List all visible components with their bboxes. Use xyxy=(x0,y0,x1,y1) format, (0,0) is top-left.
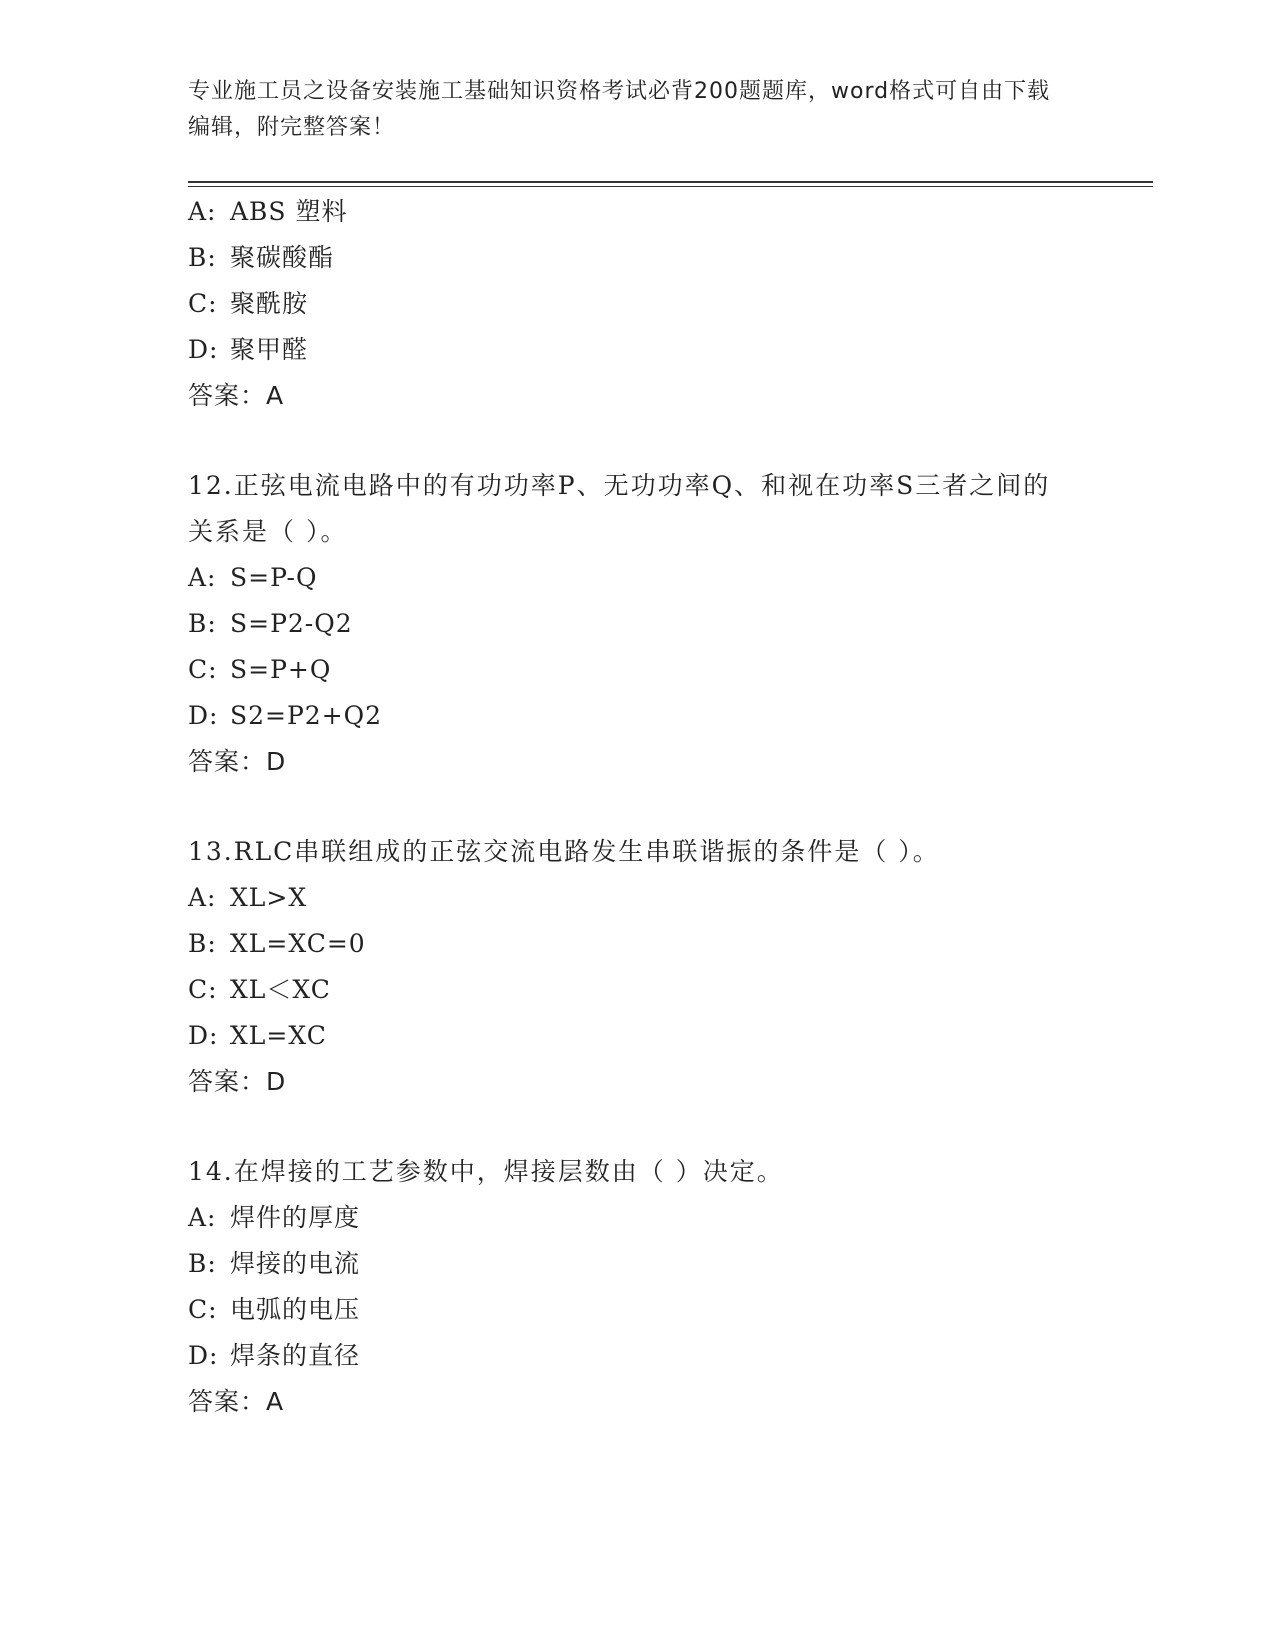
option-b: B: XL=XC=0 xyxy=(188,929,366,958)
option-b: B: 焊接的电流 xyxy=(188,1249,361,1278)
question-list xyxy=(188,189,1088,1425)
option-a: A: XL>X xyxy=(188,883,308,912)
question-14 xyxy=(188,1149,1088,1425)
option-b: B: 聚碳酸酯 xyxy=(188,243,335,272)
option-d: D: XL=XC xyxy=(188,1021,327,1050)
question-text: 13.RLC串联组成的正弦交流电路发生串联谐振的条件是（ ）。 xyxy=(188,837,940,866)
option-d: D: S2=P2+Q2 xyxy=(188,701,383,730)
header-rule-thick xyxy=(188,181,1153,183)
question-13 xyxy=(188,829,1088,1105)
answer-line: 答案：D xyxy=(188,1067,287,1096)
option-c: C: S=P+Q xyxy=(188,655,332,684)
question-text: 14.在焊接的工艺参数中，焊接层数由（ ）决定。 xyxy=(188,1157,784,1186)
option-c: C: XL＜XC xyxy=(188,975,331,1004)
document-header: 专业施工员之设备安装施工基础知识资格考试必背200题题库，word格式可自由下载编辑，附完整答案！ xyxy=(188,79,1051,140)
option-a: A: ABS 塑料 xyxy=(188,197,348,226)
option-c: C: 聚酰胺 xyxy=(188,289,309,318)
header-rule-thin xyxy=(188,186,1153,187)
option-a: A: S=P-Q xyxy=(188,563,318,592)
answer-line: 答案：A xyxy=(188,1387,285,1416)
option-d: D: 焊条的直径 xyxy=(188,1341,361,1370)
question-11 xyxy=(188,189,1088,419)
answer-line: 答案：A xyxy=(188,381,285,410)
option-b: B: S=P2-Q2 xyxy=(188,609,353,638)
question-12 xyxy=(188,463,1088,785)
option-d: D: 聚甲醛 xyxy=(188,335,309,364)
option-a: A: 焊件的厚度 xyxy=(188,1203,361,1232)
question-text: 12.正弦电流电路中的有功功率P、无功功率Q、和视在功率S三者之间的关系是（ ）。 xyxy=(188,471,1051,546)
option-c: C: 电弧的电压 xyxy=(188,1295,361,1324)
answer-line: 答案：D xyxy=(188,747,287,776)
